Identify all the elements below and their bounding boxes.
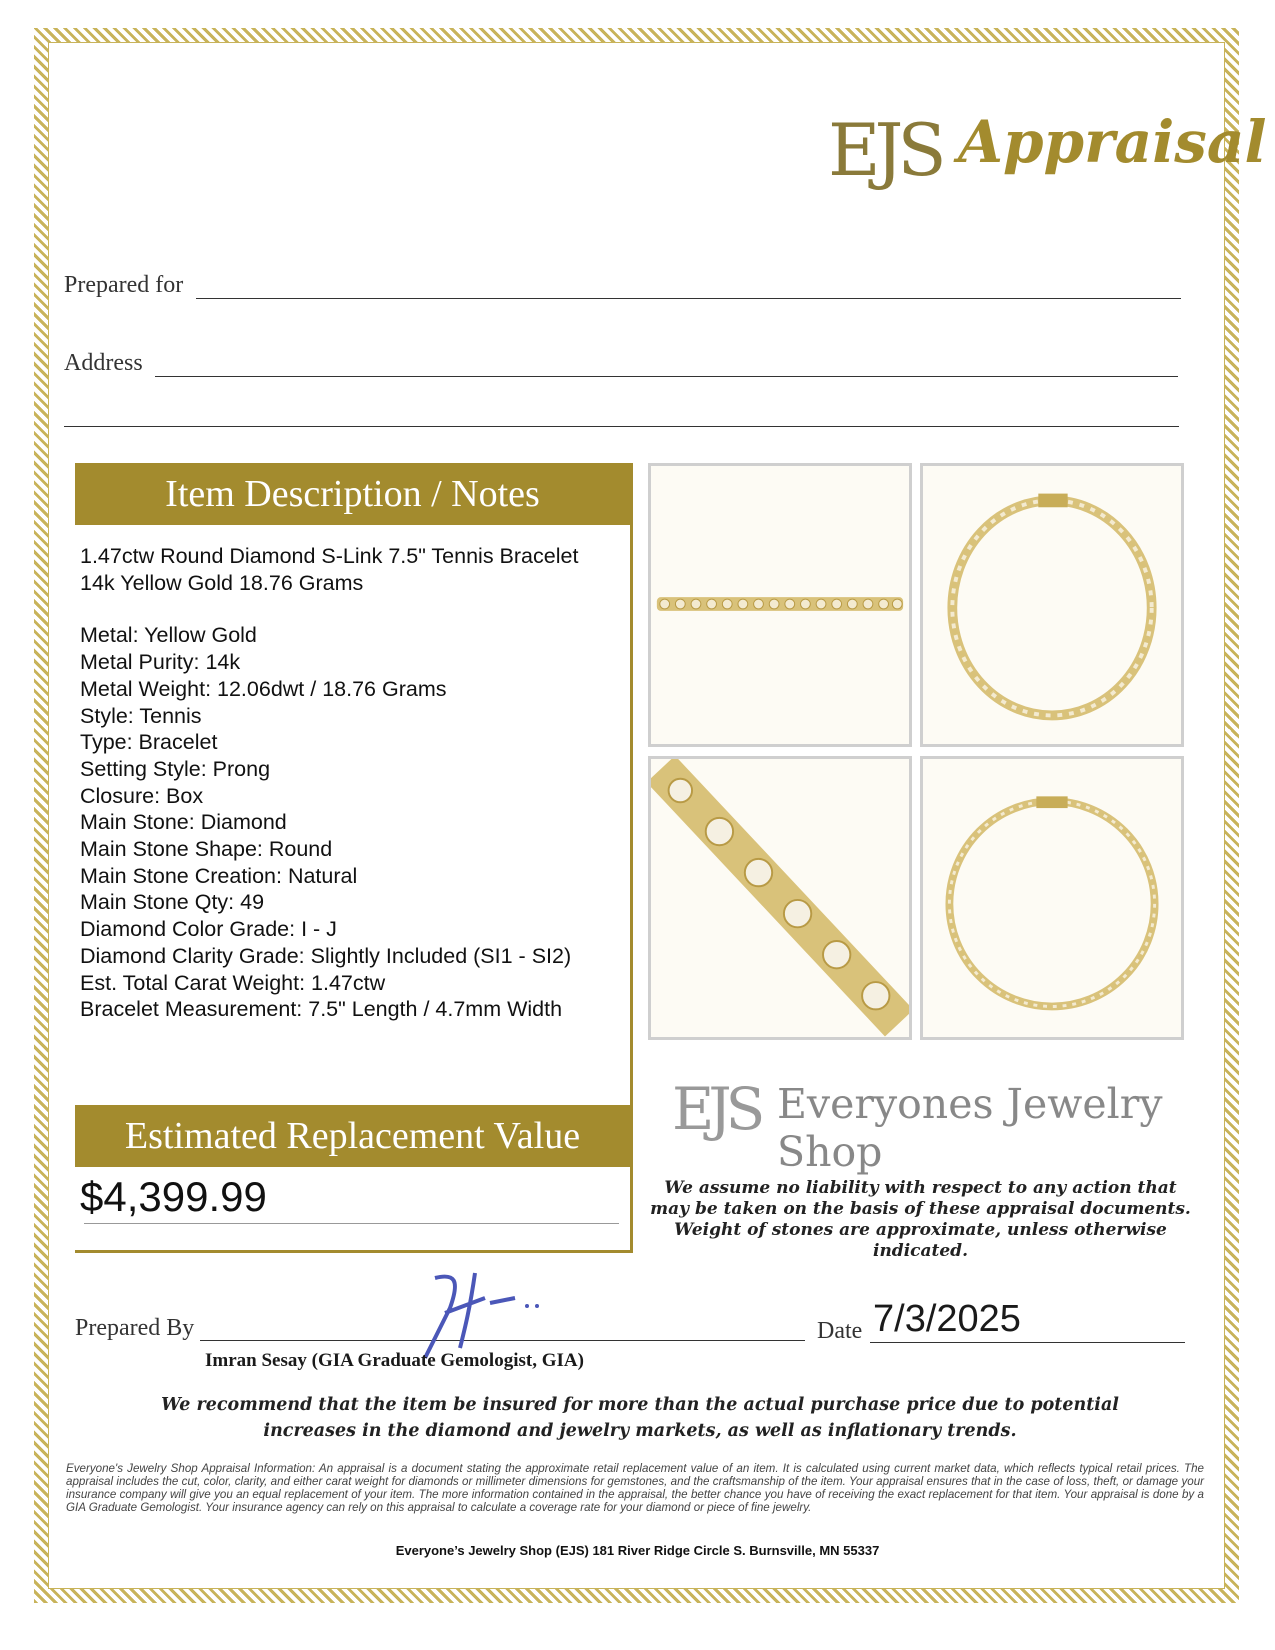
address-field-line2[interactable] [64,426,1179,427]
bracelet-closeup-illustration [651,759,909,1037]
prepared-for-field[interactable] [196,298,1181,299]
date-label: Date [817,1318,863,1344]
spec-main-stone-shape: Main Stone Shape: Round [80,837,333,862]
spec-metal: Metal: Yellow Gold [80,623,257,648]
spec-metal-purity: Metal Purity: 14k [80,650,241,675]
spec-main-stone-creation: Main Stone Creation: Natural [80,863,358,888]
spec-clarity-grade: Diamond Clarity Grade: Slightly Included (SI1 - SI2) [80,943,572,968]
address-field-line1[interactable] [155,376,1178,377]
bracelet-photo-oval [920,463,1184,747]
shop-address-footer: Everyone’s Jewelry Shop (EJS) 181 River Ridge Circle S. Burnsville, MN 55337 [395,1543,880,1558]
bracelet-photo-closeup [648,756,912,1040]
ejs-logo-text: EJS [828,108,941,192]
bracelet-round-illustration [923,759,1181,1037]
item-panel [75,463,633,1253]
bracelet-straight-illustration [651,466,909,744]
insurance-recommendation: We recommend that the item be insured for more than the actual purchase price due to potential increases in the diamond and jewelry markets, as well as inflationary trends. [161,1395,1119,1441]
signature-scribble [415,1268,545,1363]
appraisal-fine-print: Everyone's Jewelry Shop Appraisal Information: An appraisal is a document stating the approximate retail replacement value of an item. It is calculated using current market data, which reflects typical retail prices. The appraisal includes the cut, color, clarity, and either carat weight for diamonds or millimeter dimensions for gemstones, and the craftsmanship of the item. Your appraisal ensures that in the case of loss, theft, or damage your insurance company will give you an equal replacement of your item. The more information contained in the appraisal, the better chance you have of receiving the exact replacement for that item. Your appraisal is done by a GIA Graduate Gemologist. Your insurance agency can rely on this appraisal to calculate a coverage rate for your diamond or piece of fine jewelry. [66,1462,1204,1514]
replacement-value-heading: Estimated Replacement Value [75,1105,630,1167]
bracelet-photo-round [920,756,1184,1040]
spec-color-grade: Diamond Color Grade: I - J [80,917,337,942]
spec-main-stone-qty: Main Stone Qty: 49 [80,890,265,915]
item-title-line2: 14k Yellow Gold 18.76 Grams [80,570,364,595]
value-underline [84,1223,619,1224]
replacement-value-amount: $4,399.99 [80,1173,267,1220]
prepared-by-label: Prepared By [75,1315,195,1341]
spec-type: Type: Bracelet [80,730,218,755]
date-value: 7/3/2025 [873,1298,1021,1340]
item-title-line1: 1.47ctw Round Diamond S-Link 7.5" Tennis Bracelet [80,544,579,568]
spec-main-stone: Main Stone: Diamond [80,810,287,835]
item-description-heading: Item Description / Notes [75,463,630,525]
bracelet-photo-straight [648,463,912,747]
shop-logo [672,1075,759,1143]
ejs-logo [828,108,941,192]
spec-total-carat-weight: Est. Total Carat Weight: 1.47ctw [80,970,386,995]
spec-style: Style: Tennis [80,703,202,728]
date-line [870,1342,1185,1343]
liability-disclaimer: We assume no liability with respect to any action that may be taken on the basis of these appraisal documents. Weight of stones are approximate, unless otherwise indicated. [650,1178,1191,1261]
appraiser-name: Imran Sesay (GIA Graduate Gemologist, GIA) [205,1350,584,1371]
shop-logo-text: EJS [672,1075,760,1143]
prepared-for-label: Prepared for [64,272,184,298]
spec-bracelet-measurement: Bracelet Measurement: 7.5" Length / 4.7mm Width [80,997,563,1022]
item-description [80,543,625,1023]
spec-closure: Closure: Box [80,783,204,808]
appraisal-title: Appraisal [958,108,1267,176]
shop-name: Everyones Jewelry Shop [777,1080,1163,1176]
bracelet-oval-illustration [923,466,1181,744]
spec-metal-weight: Metal Weight: 12.06dwt / 18.76 Grams [80,676,447,701]
address-label: Address [64,350,143,376]
spec-setting-style: Setting Style: Prong [80,756,271,781]
